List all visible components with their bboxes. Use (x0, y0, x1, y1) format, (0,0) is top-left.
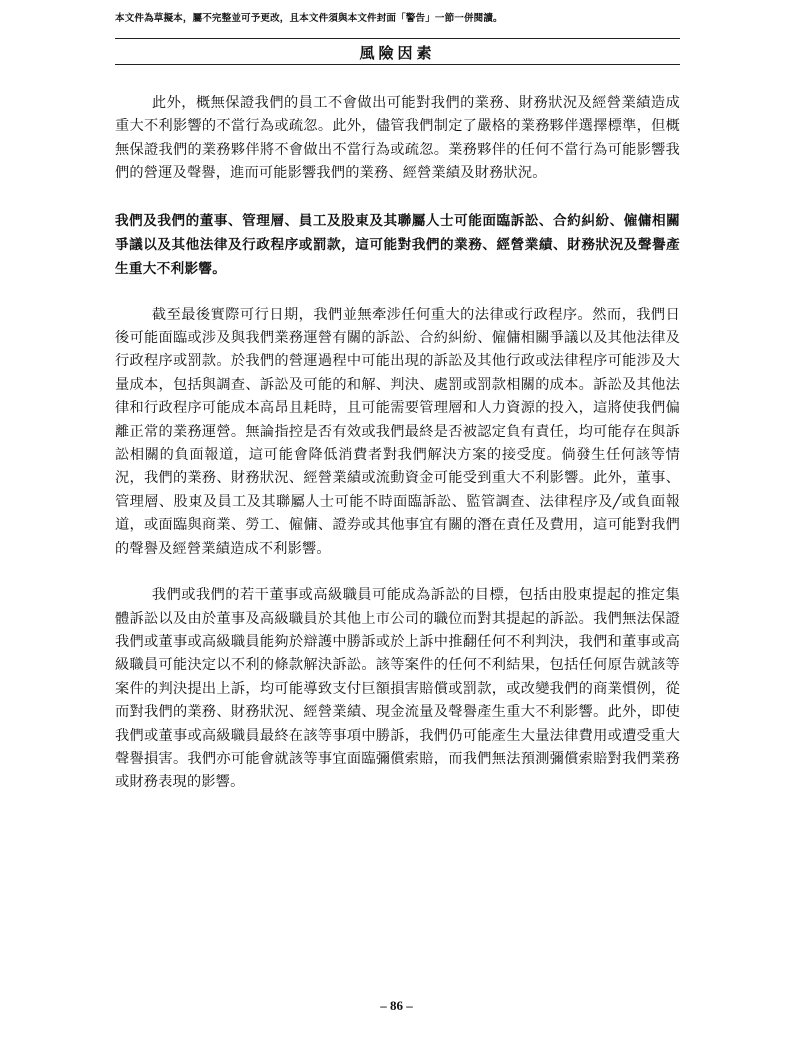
risk-heading: 我們及我們的董事、管理層、員工及股東及其聯屬人士可能面臨訴訟、合約糾紛、僱傭相關爭議以及其他法律及行政程序或罰款，這可能對我們的業務、經營業績、財務狀況及聲譽產生重大不利影響。 (115, 212, 680, 277)
document-body (115, 92, 680, 795)
section-title: 風險因素 (359, 44, 436, 62)
draft-disclaimer: 本文件為草擬本，屬不完整並可予更改，且本文件須與本文件封面「警告」一節一併閱讀。 (115, 13, 503, 24)
header-bottom-rule (115, 64, 680, 65)
paragraph-3: 我們或我們的若干董事或高級職員可能成為訴訟的目標，包括由股東提起的推定集體訴訟以及由於董事及高級職員於其他上市公司的職位而對其提起的訴訟。我們無法保證我們或董事或高級職員能夠於辯護中勝訴或於上訴中推翻任何不利判決，我們和董事或高級職員可能決定以不利的條款解決訴訟。該等案件的任何不利結果，包括任何原告就該等案件的判決提出上訴，均可能導致支付巨額損害賠償或罰款，或改變我們的商業慣例，從而對我們的業務、財務狀況、經營業績、現金流量及聲譽產生重大不利影響。此外，即使我們或董事或高級職員最終在該等事項中勝訴，我們仍可能產生大量法律費用或遭受重大聲譽損害。我們亦可能會就該等事宜面臨彌償索賠，而我們無法預測彌償索賠對我們業務或財務表現的影響。 (115, 587, 680, 791)
page-number: – 86 – (380, 998, 413, 1013)
paragraph-1: 此外，概無保證我們的員工不會做出可能對我們的業務、財務狀況及經營業績造成重大不利影響的不當行為或疏忽。此外，儘管我們制定了嚴格的業務夥伴選擇標準，但概無保證我們的業務夥伴將不會做出不當行為或疏忽。業務夥伴的任何不當行為可能影響我們的營運及聲譽，進而可能影響我們的業務、經營業績及財務狀況。 (115, 95, 680, 182)
paragraph-2: 截至最後實際可行日期，我們並無牽涉任何重大的法律或行政程序。然而，我們日後可能面臨或涉及與我們業務運營有關的訴訟、合約糾紛、僱傭相關爭議以及其他法律及行政程序或罰款。於我們的營運過程中可能出現的訴訟及其他行政或法律程序可能涉及大量成本，包括與調查、訴訟及可能的和解、判決、處罰或罰款相關的成本。訴訟及其他法律和行政程序可能成本高昂且耗時，且可能需要管理層和人力資源的投入，這將使我們偏離正常的業務運營。無論指控是否有效或我們最終是否被認定負有責任，均可能存在與訴訟相關的負面報道，這可能會降低消費者對我們解決方案的接受度。倘發生任何該等情況，我們的業務、財務狀況、經營業績或流動資金可能受到重大不利影響。此外，董事、管理層、股東及員工及其聯屬人士可能不時面臨訴訟、監管調查、法律程序及╱或負面報道，或面臨與商業、勞工、僱傭、證券或其他事宜有關的潛在責任及費用，這可能對我們的聲譽及經營業績造成不利影響。 (115, 306, 680, 557)
header-top-rule (115, 38, 680, 39)
